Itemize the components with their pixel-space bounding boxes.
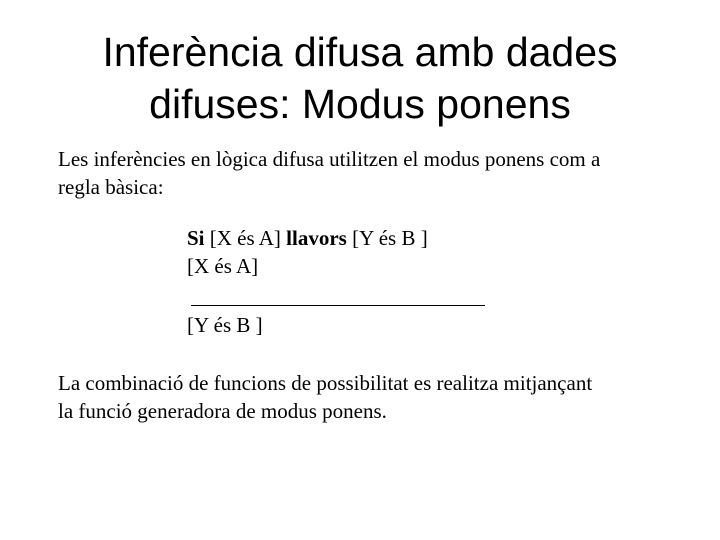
slide-title-line-2: difuses: Modus ponens [149,81,571,127]
keyword-llavors: llavors [286,226,347,250]
closing-paragraph [58,369,688,425]
intro-line-2: regla bàsica: [58,175,164,199]
premise-antecedent: [X és A] [204,226,287,250]
intro-line-1: Les inferències en lògica difusa utilitzen el modus ponens com a [58,147,601,171]
modus-ponens-rule [187,224,507,280]
slide-title-line-1: Inferència difusa amb dades [102,29,618,75]
rule-premise [187,224,507,252]
rule-fact: [X és A] [187,254,259,278]
closing-line-2: la funció generadora de modus ponens. [58,399,387,423]
closing-line-1: La combinació de funcions de possibilitat es realitza mitjançant [58,371,593,395]
keyword-si: Si [187,226,205,250]
rule-conclusion: [Y és B ] [187,313,263,337]
premise-consequent: [Y és B ] [346,226,428,250]
inference-divider [191,305,485,306]
intro-paragraph [58,145,688,201]
slide-title [40,26,680,130]
